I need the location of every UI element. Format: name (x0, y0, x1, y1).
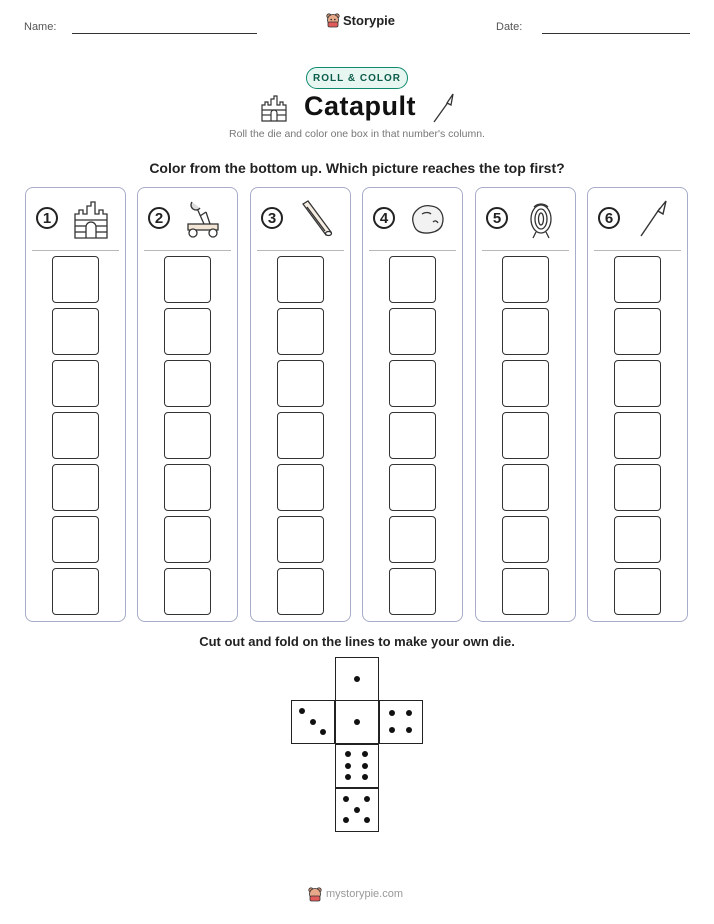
column-1 (25, 187, 126, 622)
spear-icon (632, 198, 674, 240)
die-instruction: Cut out and fold on the lines to make your own die. (199, 634, 515, 649)
rope-icon (520, 198, 562, 240)
color-box[interactable] (277, 568, 324, 615)
color-box[interactable] (277, 308, 324, 355)
die-face (335, 657, 379, 701)
column-header (251, 188, 350, 250)
castle-icon (70, 198, 112, 240)
column-number: 5 (486, 207, 508, 229)
color-box[interactable] (389, 256, 436, 303)
color-box[interactable] (164, 308, 211, 355)
die-pip (364, 817, 370, 823)
column-header (138, 188, 237, 250)
color-box[interactable] (164, 360, 211, 407)
activity-badge: ROLL & COLOR (306, 67, 408, 89)
color-box[interactable] (164, 412, 211, 459)
color-box[interactable] (502, 516, 549, 563)
column-2 (137, 187, 238, 622)
column-number: 1 (36, 207, 58, 229)
die-pip (345, 774, 351, 780)
column-5 (475, 187, 576, 622)
color-box[interactable] (389, 412, 436, 459)
die-pip (354, 676, 360, 682)
die-face (379, 700, 423, 744)
color-box[interactable] (52, 464, 99, 511)
brand-logo (326, 12, 395, 28)
die-pip (310, 719, 316, 725)
brand-name: Storypie (343, 12, 396, 28)
column-header (363, 188, 462, 250)
date-label: Date: (496, 21, 523, 33)
instruction: Color from the bottom up. Which picture reaches the top first? (149, 160, 565, 176)
color-box[interactable] (52, 360, 99, 407)
page-title: Catapult (304, 91, 416, 121)
divider (369, 250, 456, 251)
color-box[interactable] (277, 360, 324, 407)
color-box[interactable] (52, 256, 99, 303)
column-number: 2 (148, 207, 170, 229)
die-pip (364, 796, 370, 802)
color-box[interactable] (502, 308, 549, 355)
die-pip (354, 719, 360, 725)
color-box[interactable] (614, 464, 661, 511)
color-box[interactable] (164, 464, 211, 511)
color-box[interactable] (389, 464, 436, 511)
die-pip (389, 710, 395, 716)
die-pip (389, 727, 395, 733)
divider (257, 250, 344, 251)
color-box[interactable] (277, 412, 324, 459)
color-box[interactable] (389, 568, 436, 615)
color-box[interactable] (502, 256, 549, 303)
color-box[interactable] (164, 516, 211, 563)
color-box[interactable] (614, 256, 661, 303)
color-box[interactable] (52, 308, 99, 355)
color-box[interactable] (614, 308, 661, 355)
color-box[interactable] (502, 360, 549, 407)
column-header (476, 188, 575, 250)
color-box[interactable] (389, 516, 436, 563)
color-box[interactable] (502, 412, 549, 459)
name-label: Name: (24, 21, 57, 33)
catapult-icon (182, 198, 224, 240)
die-pip (406, 727, 412, 733)
color-box[interactable] (614, 360, 661, 407)
divider (594, 250, 681, 251)
column-header (26, 188, 125, 250)
color-box[interactable] (52, 568, 99, 615)
color-box[interactable] (52, 412, 99, 459)
column-4 (362, 187, 463, 622)
color-box[interactable] (164, 256, 211, 303)
die-pip (362, 763, 368, 769)
column-header (588, 188, 687, 250)
column-number: 6 (598, 207, 620, 229)
color-box[interactable] (614, 516, 661, 563)
name-line[interactable] (72, 33, 257, 34)
die-pip (354, 807, 360, 813)
column-number: 3 (261, 207, 283, 229)
die-face (335, 744, 379, 788)
wooden-beam-icon (295, 198, 337, 240)
die-pip (320, 729, 326, 735)
color-box[interactable] (502, 464, 549, 511)
color-box[interactable] (164, 568, 211, 615)
divider (144, 250, 231, 251)
color-box[interactable] (502, 568, 549, 615)
footer-url: mystorypie.com (326, 888, 404, 900)
color-box[interactable] (277, 516, 324, 563)
divider (32, 250, 119, 251)
column-number: 4 (373, 207, 395, 229)
divider (482, 250, 569, 251)
die-pip (362, 751, 368, 757)
date-line[interactable] (542, 33, 690, 34)
subtitle: Roll the die and color one box in that number's column. (229, 128, 485, 140)
die-face (335, 788, 379, 832)
die-pip (362, 774, 368, 780)
die-face (291, 700, 335, 744)
color-box[interactable] (389, 360, 436, 407)
color-box[interactable] (277, 464, 324, 511)
color-box[interactable] (52, 516, 99, 563)
die-face (335, 700, 379, 744)
color-box[interactable] (614, 412, 661, 459)
die-pip (406, 710, 412, 716)
die-pip (345, 751, 351, 757)
column-6 (587, 187, 688, 622)
column-3 (250, 187, 351, 622)
bear-logo-icon (326, 12, 340, 28)
spear-icon (430, 92, 456, 124)
rock-icon (407, 198, 449, 240)
footer (308, 886, 403, 902)
color-box[interactable] (614, 568, 661, 615)
die-pip (299, 708, 305, 714)
color-box[interactable] (389, 308, 436, 355)
die-pip (343, 796, 349, 802)
bear-logo-icon (308, 886, 322, 902)
die-pip (343, 817, 349, 823)
castle-icon (259, 93, 289, 123)
die-pip (345, 763, 351, 769)
color-box[interactable] (277, 256, 324, 303)
